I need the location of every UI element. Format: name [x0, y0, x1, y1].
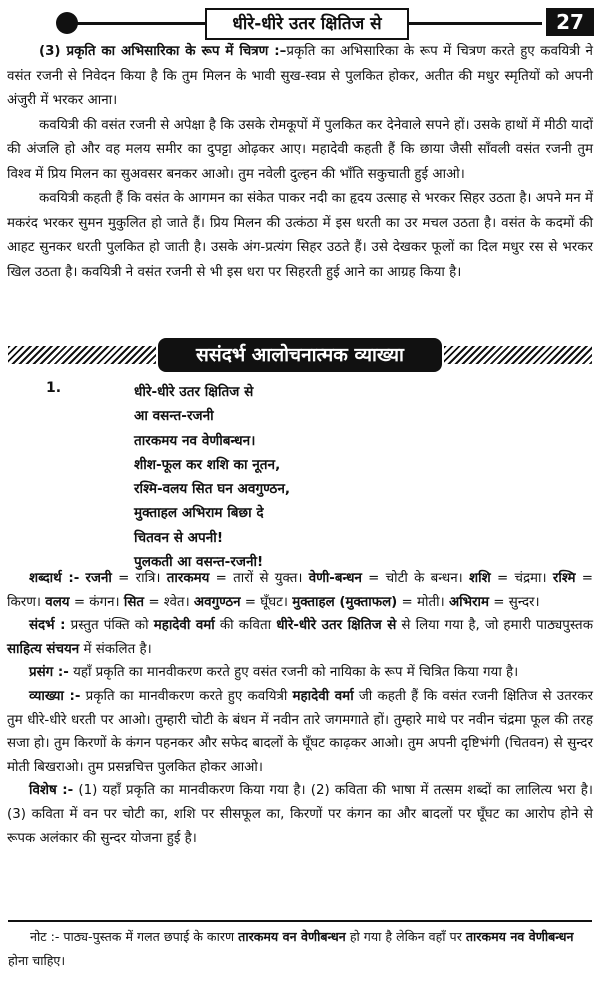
chapter-title: धीरे-धीरे उतर क्षितिज से [205, 8, 409, 40]
poem-line: मुक्ताहल अभिराम बिछा दे [134, 505, 264, 522]
footnote-rule [8, 920, 592, 922]
footnote: नोट :- पाठ्य-पुस्तक में गलत छपाई के कारण तारकमय वन वेणीबन्धन हो गया है लेकिन वहाँ पर तारकमय नव वेणीबन्धन होना चाहिए। [8, 929, 574, 968]
section-title: ससंदर्भ आलोचनात्मक व्याख्या [158, 338, 442, 372]
poem-line: रश्मि-वलय सित घन अवगुण्ठन, [134, 481, 291, 498]
prasang-paragraph: प्रसंग :- यहाँ प्रकृति का मानवीकरण करते हुए वसंत रजनी को नायिका के रूप में चित्रित किया गया है। [29, 665, 519, 681]
poem-lines [134, 380, 290, 574]
poem-line: तारकमय नव वेणीबन्धन। [134, 432, 256, 449]
intro-heading: (3) प्रकृति का अभिसारिका के रूप में चित्रण :– [39, 44, 287, 59]
poem-line: धीरे-धीरे उतर क्षितिज से [134, 384, 254, 400]
poem-line: पुलकती आ वसन्त-रजनी! [134, 554, 264, 571]
poem-line: आ वसन्त-रजनी [134, 408, 214, 425]
poem-line: चितवन से अपनी! [134, 529, 224, 546]
hatch-decoration-left [8, 346, 156, 364]
page-number: 27 [546, 8, 594, 36]
section-banner [0, 336, 600, 376]
sandarbh-paragraph: संदर्भ : प्रस्तुत पंक्ति को महादेवी वर्मा की कविता धीरे-धीरे उतर क्षितिज से से लिया गया है, जो हमारी पाठ्यपुस्तक साहित्य संचयन में संकलित है। [7, 618, 593, 657]
intro-section [7, 40, 593, 285]
vyakhya-paragraph: व्याख्या :- प्रकृति का मानवीकरण करते हुए कवयित्री महादेवी वर्मा जी कहती हैं कि वसंत रजनी क्षितिज से उतरकर तुम धीरे-धीरे धरती पर आओ। तुम्हारी चोटी के बंधन में नवीन तारे जगमगाते हों। तुम्हारे माथे पर नवीन चंद्रमा फूल की तरह सजा हो। तुम किरणों के कंगन पहनकर और सफेद बादलों के घूँघट काढ़कर आओ। तुम अपनी दृष्टिभंगी (चितवन) से सुन्दर मोती बिखराओ। तुम प्रसन्नचित्त पुलकित होकर आओ। [7, 688, 593, 775]
page-header [0, 0, 600, 38]
intro-paragraph-2: कवयित्री की वसंत रजनी से अपेक्षा है कि उसके रोमकूपों में पुलकित कर देनेवाले सपने हों। उसके हाथों में मीठी यादों की अंजलि हो और वह मलय समीर का दुपट्टा ओढ़कर आए। महादेवी कहती हैं कि छाया जैसी साँवली वसंत रजनी तुम विश्व में प्रिय मिलन का सुअवसर बनकर आओ। तुम नवेली दुल्हन की भाँति सकुचाती हुई आओ। [7, 117, 593, 182]
poem-number: 1. [46, 380, 62, 396]
shabdarth-paragraph: शब्दार्थ :- रजनी = रात्रि। तारकमय = तारों से युक्त। वेणी-बन्धन = चोटी के बन्धन। शशि = चंद्रमा। रश्मि = किरण। वलय = कंगन। सित = श्वेत। अवगुण्ठन = घूँघट। मुक्ताहल (मुक्ताफल) = मोती। अभिराम = सुन्दर। [7, 571, 594, 610]
intro-paragraph-3: कवयित्री कहती हैं कि वसंत के आगमन का संकेत पाकर नदी का हृदय उत्साह से भरकर सिहर उठता है। अपने मन में मकरंद भरकर सुमन मुकुलित हो जाते हैं। प्रिय मिलन की उत्कंठा में इस धरती का उर मचल उठता है। वसंत के कदमों की आहट सुनकर धरती पुलकित हो जाती है। उसके अंग-प्रत्यंग सिहर उठते हैं। उसे देखकर फूलों का दिल मधुर रस से भरकर खिल उठता है। कवयित्री ने वसंत रजनी से भी इस धरा पर सिहरती हुई आने का आग्रह किया है। [7, 191, 593, 280]
hatch-decoration-right [444, 346, 592, 364]
bullet-icon [56, 12, 78, 34]
poem-line: शीश-फूल कर शशि का नूतन, [134, 456, 281, 473]
explanation-section [7, 567, 593, 850]
intro-paragraph-1: (3) प्रकृति का अभिसारिका के रूप में चित्रण :–प्रकृति का अभिसारिका के रूप में चित्रण करते हुए कवयित्री ने वसंत रजनी से निवेदन किया है कि तुम मिलन के भावी सुख-स्वप्न से पुलकित होकर, अतीत की मधुर स्मृतियों को अपनी अंजुरी में भरकर आना। [7, 44, 593, 108]
vishesh-paragraph: विशेष :- (1) यहाँ प्रकृति का मानवीकरण किया गया है। (2) कविता की भाषा में तत्सम शब्दों का लालित्य भरा है। (3) कविता में वन पर चोटी का, शशि पर सीसफूल का, किरणों पर कंगन का और बादलों पर घूँघट का आरोप होने से रूपक अलंकार की सुन्दर योजना हुई है। [7, 783, 593, 846]
